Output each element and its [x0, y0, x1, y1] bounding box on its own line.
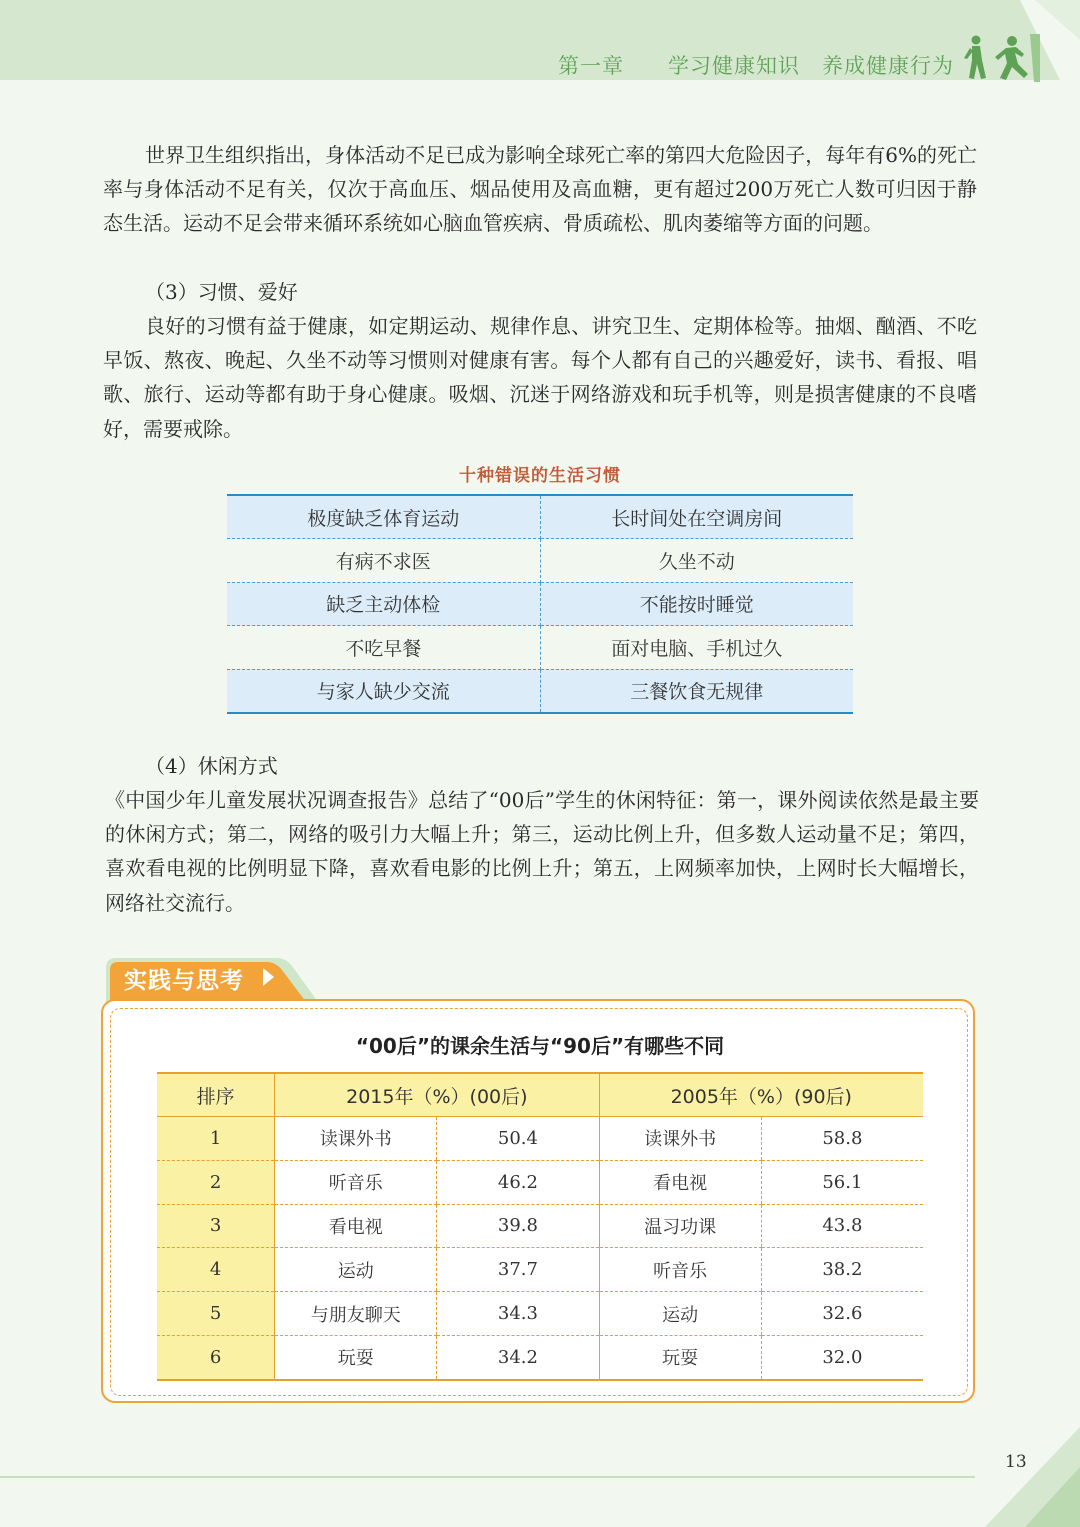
activity-cell: 读课外书 [599, 1117, 761, 1161]
table-cell: 三餐饮食无规律 [540, 669, 853, 713]
rank-cell: 2 [157, 1160, 275, 1204]
table-cell: 缺乏主动体检 [227, 582, 540, 625]
chapter-label: 第一章 [558, 54, 624, 78]
activity-cell: 看电视 [599, 1160, 761, 1204]
habits-table-caption: 十种错误的生活习惯 [459, 466, 621, 486]
value-cell: 34.2 [437, 1335, 599, 1379]
leisure-comparison-table [157, 1072, 923, 1381]
practice-box-title: “00后”的课余生活与“90后”有哪些不同 [355, 1034, 725, 1058]
habits-table [227, 494, 853, 714]
table-row [227, 539, 853, 582]
table-row [227, 669, 853, 713]
activity-cell: 看电视 [275, 1204, 437, 1248]
activity-cell: 听音乐 [275, 1160, 437, 1204]
table-cell: 极度缺乏体育运动 [227, 495, 540, 539]
paragraph-leisure: 《中国少年儿童发展状况调查报告》总结了“00后”学生的休闲特征：第一，课外阅读依然是最主要的休闲方式；第二，网络的吸引力大幅上升；第三，运动比例上升，但多数人运动量不足；第四，喜欢看电视的比例明显下降，喜欢看电影的比例上升；第五，上网频率加快，上网时长大幅增长，网络社交流行。 [105, 788, 979, 915]
value-cell: 32.6 [761, 1292, 923, 1336]
value-cell: 39.8 [437, 1204, 599, 1248]
table-cell: 有病不求医 [227, 539, 540, 582]
table-cell: 久坐不动 [540, 539, 853, 582]
table-row [227, 495, 853, 539]
table-row [157, 1204, 923, 1248]
table-cell: 面对电脑、手机过久 [540, 626, 853, 669]
heading-leisure: （4）休闲方式 [145, 754, 278, 778]
activity-cell: 运动 [599, 1292, 761, 1336]
table-row [157, 1117, 923, 1161]
paragraph-physical-activity: 世界卫生组织指出，身体活动不足已成为影响全球死亡率的第四大危险因子，每年有6%的死亡率与身体活动不足有关，仅次于高血压、烟品使用及高血糖，更有超过200万死亡人数可归因于静态生活。运动不足会带来循环系统如心脑血管疾病、骨质疏松、肌肉萎缩等方面的问题。 [103, 143, 977, 236]
table-row [157, 1335, 923, 1379]
heading-habits-hobbies: （3）习惯、爱好 [145, 280, 298, 304]
table-cell: 不吃早餐 [227, 626, 540, 669]
table-row [157, 1160, 923, 1204]
table-row [157, 1292, 923, 1336]
activity-cell: 玩耍 [599, 1335, 761, 1379]
value-cell: 46.2 [437, 1160, 599, 1204]
rank-cell: 6 [157, 1335, 275, 1379]
table-row [227, 582, 853, 625]
header-rank: 排序 [157, 1073, 275, 1117]
table-header-row [157, 1073, 923, 1117]
runners-silhouette-icon [962, 34, 1040, 82]
practice-tab-label: 实践与思考 [124, 968, 244, 994]
rank-cell: 3 [157, 1204, 275, 1248]
activity-cell: 温习功课 [599, 1204, 761, 1248]
value-cell: 32.0 [761, 1335, 923, 1379]
header-2015: 2015年（%）(00后) [275, 1073, 599, 1117]
value-cell: 34.3 [437, 1292, 599, 1336]
chapter-title: 学习健康知识 养成健康行为 [668, 54, 954, 78]
value-cell: 56.1 [761, 1160, 923, 1204]
play-arrow-icon [263, 968, 274, 986]
activity-cell: 运动 [275, 1248, 437, 1292]
value-cell: 50.4 [437, 1117, 599, 1161]
paragraph-habits: 良好的习惯有益于健康，如定期运动、规律作息、讲究卫生、定期体检等。抽烟、酗酒、不吃早饭、熬夜、晚起、久坐不动等习惯则对健康有害。每个人都有自己的兴趣爱好，读书、看报、唱歌、旅行、运动等都有助于身心健康。吸烟、沉迷于网络游戏和玩手机等，则是损害健康的不良嗜好，需要戒除。 [103, 314, 977, 441]
table-cell: 与家人缺少交流 [227, 669, 540, 713]
value-cell: 37.7 [437, 1248, 599, 1292]
footer-divider [0, 1476, 975, 1478]
table-cell: 长时间处在空调房间 [540, 495, 853, 539]
table-row [157, 1248, 923, 1292]
rank-cell: 5 [157, 1292, 275, 1336]
activity-cell: 听音乐 [599, 1248, 761, 1292]
activity-cell: 与朋友聊天 [275, 1292, 437, 1336]
activity-cell: 读课外书 [275, 1117, 437, 1161]
value-cell: 38.2 [761, 1248, 923, 1292]
header-2005: 2005年（%）(90后) [599, 1073, 923, 1117]
rank-cell: 1 [157, 1117, 275, 1161]
value-cell: 58.8 [761, 1117, 923, 1161]
page-number: 13 [1005, 1452, 1027, 1472]
activity-cell: 玩耍 [275, 1335, 437, 1379]
table-cell: 不能按时睡觉 [540, 582, 853, 625]
value-cell: 43.8 [761, 1204, 923, 1248]
table-row [227, 626, 853, 669]
rank-cell: 4 [157, 1248, 275, 1292]
